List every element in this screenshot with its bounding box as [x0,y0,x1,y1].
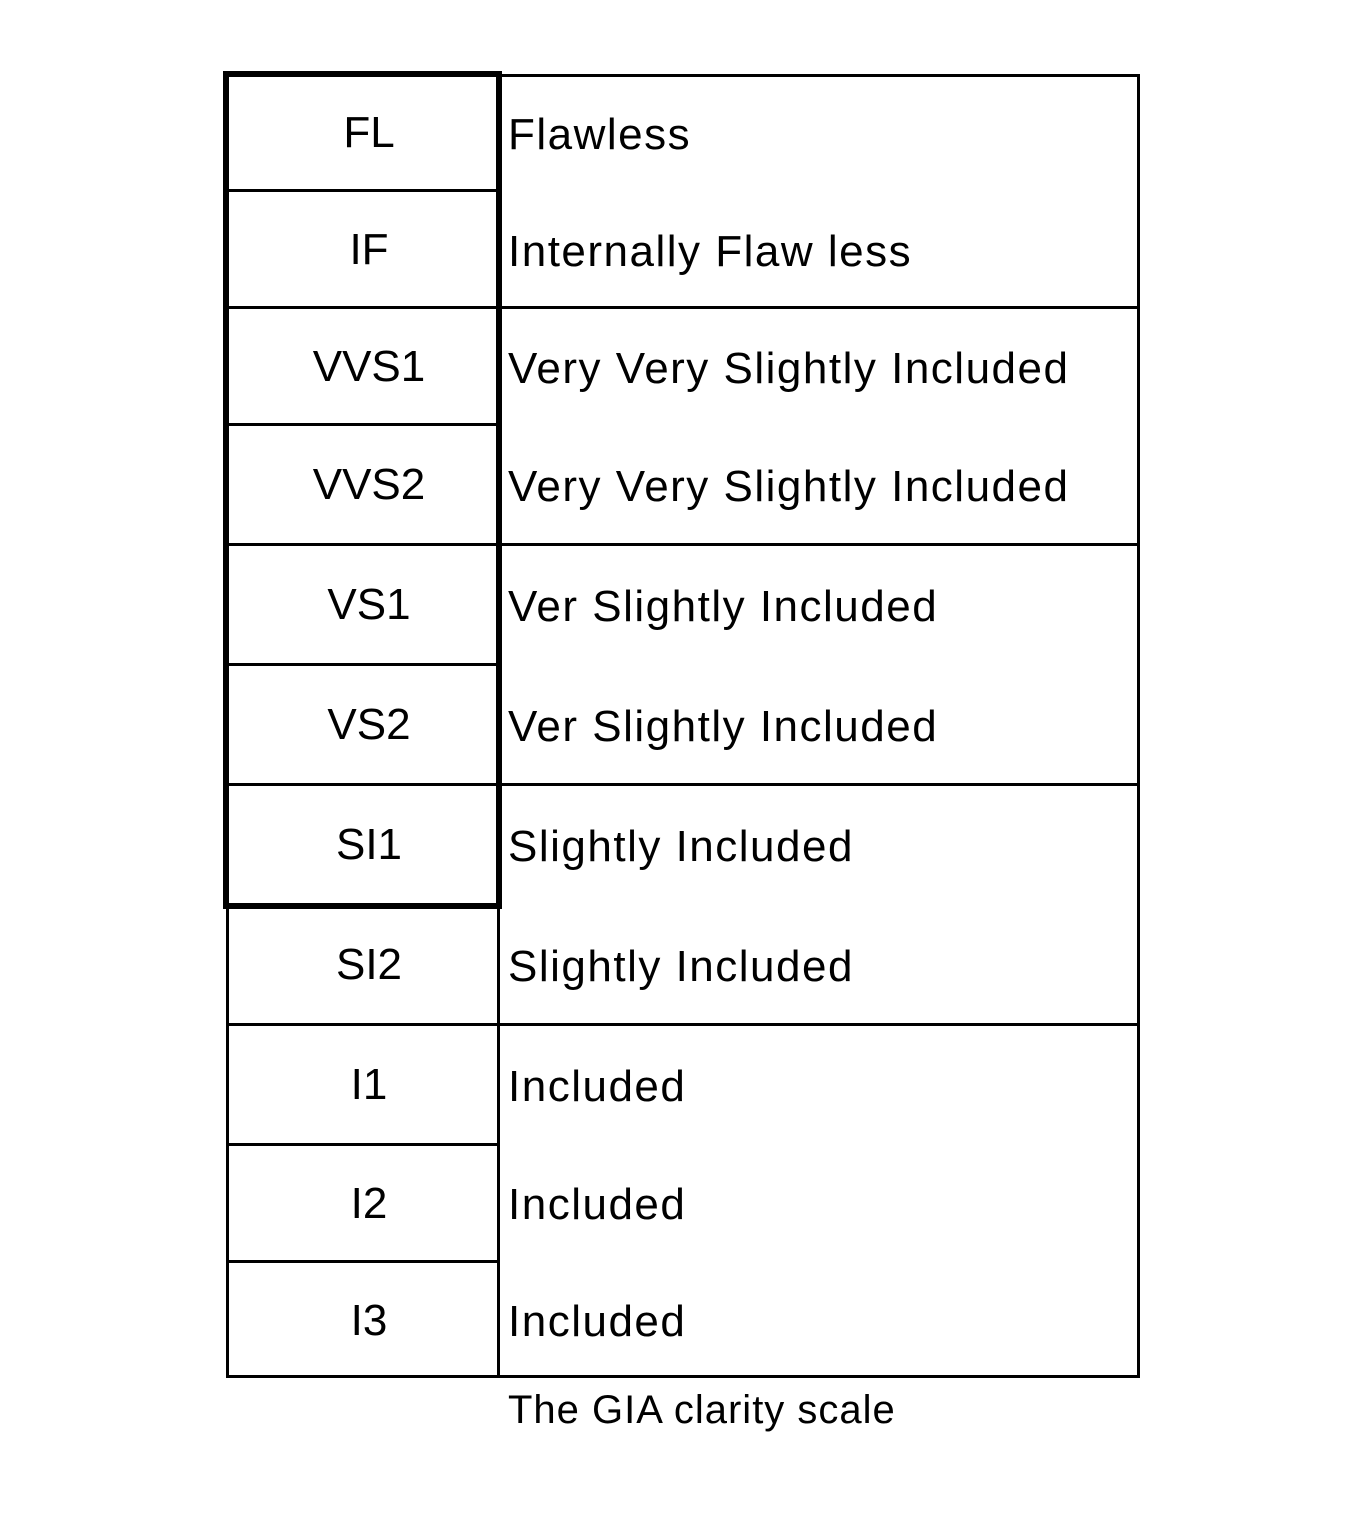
grade-code: VVS2 [312,460,426,509]
grade-description: Slightly Included [508,822,854,871]
group-divider [497,783,1140,786]
grade-code: I2 [350,1178,388,1228]
figure-caption: The GIA clarity scale [508,1388,896,1432]
grade-description: Included [508,1297,687,1346]
grade-code: SI2 [335,940,403,989]
grade-code: VS1 [327,580,411,629]
group-divider [497,1023,1140,1026]
grade-code: IF [349,224,389,274]
grade-code: VS2 [327,700,411,749]
grade-code: VVS1 [312,341,426,391]
grade-code: FL [343,107,395,157]
grade-description: Included [508,1062,687,1111]
grade-description: Very Very Slightly Included [508,462,1070,511]
grade-description: Slightly Included [508,942,854,991]
grade-code: I3 [350,1295,388,1345]
grade-description: Internally Flaw less [508,227,913,276]
grade-description: Ver Slightly Included [508,702,939,751]
grade-code: SI1 [335,820,403,869]
group-divider [497,306,1140,309]
grade-description: Ver Slightly Included [508,582,939,631]
grade-description: Included [508,1180,687,1229]
grade-description: Very Very Slightly Included [508,344,1070,393]
grade-code: I1 [350,1060,388,1109]
group-divider [497,543,1140,546]
grade-description: Flawless [508,110,692,159]
